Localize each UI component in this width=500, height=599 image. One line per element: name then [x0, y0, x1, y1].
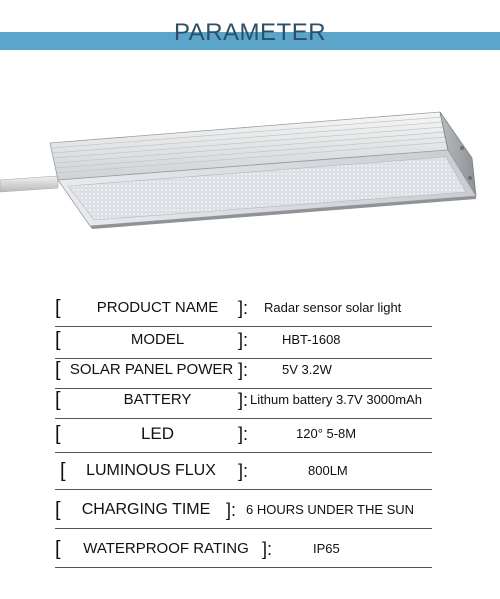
- spec-row-led: [0, 422, 500, 456]
- row-divider: [55, 567, 432, 568]
- spec-label: PRODUCT NAME: [96, 299, 219, 316]
- spec-row-waterproof-rating: [0, 537, 500, 571]
- spec-label: BATTERY: [123, 391, 192, 408]
- row-divider: [55, 489, 432, 490]
- spec-row-charging-time: [0, 498, 500, 532]
- row-divider: [55, 326, 432, 327]
- spec-value: 6 HOURS UNDER THE SUN: [246, 502, 415, 517]
- bracket-close-colon: ]:: [238, 360, 249, 380]
- spec-label: MODEL: [130, 331, 185, 348]
- bracket-close-colon: ]:: [238, 298, 249, 318]
- spec-row-product-name: [0, 296, 500, 330]
- bracket-close-colon: ]:: [238, 424, 249, 444]
- bracket-close-colon: ]:: [238, 330, 249, 350]
- spec-row-model: [0, 328, 500, 362]
- spec-value: 800LM: [308, 463, 348, 478]
- spec-label: SOLAR PANEL POWER: [69, 361, 234, 378]
- spec-row-luminous-flux: [0, 459, 500, 493]
- spec-value: 5V 3.2W: [282, 362, 332, 377]
- spec-label: CHARGING TIME: [81, 501, 211, 518]
- spec-value: IP65: [313, 541, 340, 556]
- bracket-open: [: [60, 460, 66, 482]
- bracket-open: [: [55, 297, 61, 319]
- bracket-open: [: [55, 423, 61, 445]
- spec-label: LED: [140, 424, 175, 443]
- bracket-open: [: [55, 538, 61, 560]
- spec-value: Radar sensor solar light: [264, 300, 402, 315]
- row-divider: [55, 418, 432, 419]
- spec-value: HBT-1608: [282, 332, 341, 347]
- row-divider: [55, 452, 432, 453]
- bracket-close-colon: ]:: [238, 390, 249, 410]
- bracket-close-colon: ]:: [262, 539, 273, 559]
- spec-label: LUMINOUS FLUX: [86, 462, 216, 479]
- spec-value: 120° 5-8M: [296, 426, 357, 441]
- bracket-open: [: [55, 359, 61, 381]
- row-divider: [55, 528, 432, 529]
- spec-row-solar-panel-power: [0, 358, 500, 392]
- bracket-open: [: [55, 499, 61, 521]
- spec-value: Lithum battery 3.7V 3000mAh: [250, 392, 422, 407]
- bracket-close-colon: ]:: [238, 461, 249, 481]
- product-image: [0, 100, 500, 240]
- bracket-open: [: [55, 389, 61, 411]
- page-title: PARAMETER: [173, 19, 327, 46]
- bracket-open: [: [55, 329, 61, 351]
- spec-row-battery: [0, 388, 500, 422]
- spec-label: WATERPROOF RATING: [83, 540, 249, 557]
- bracket-close-colon: ]:: [226, 500, 237, 520]
